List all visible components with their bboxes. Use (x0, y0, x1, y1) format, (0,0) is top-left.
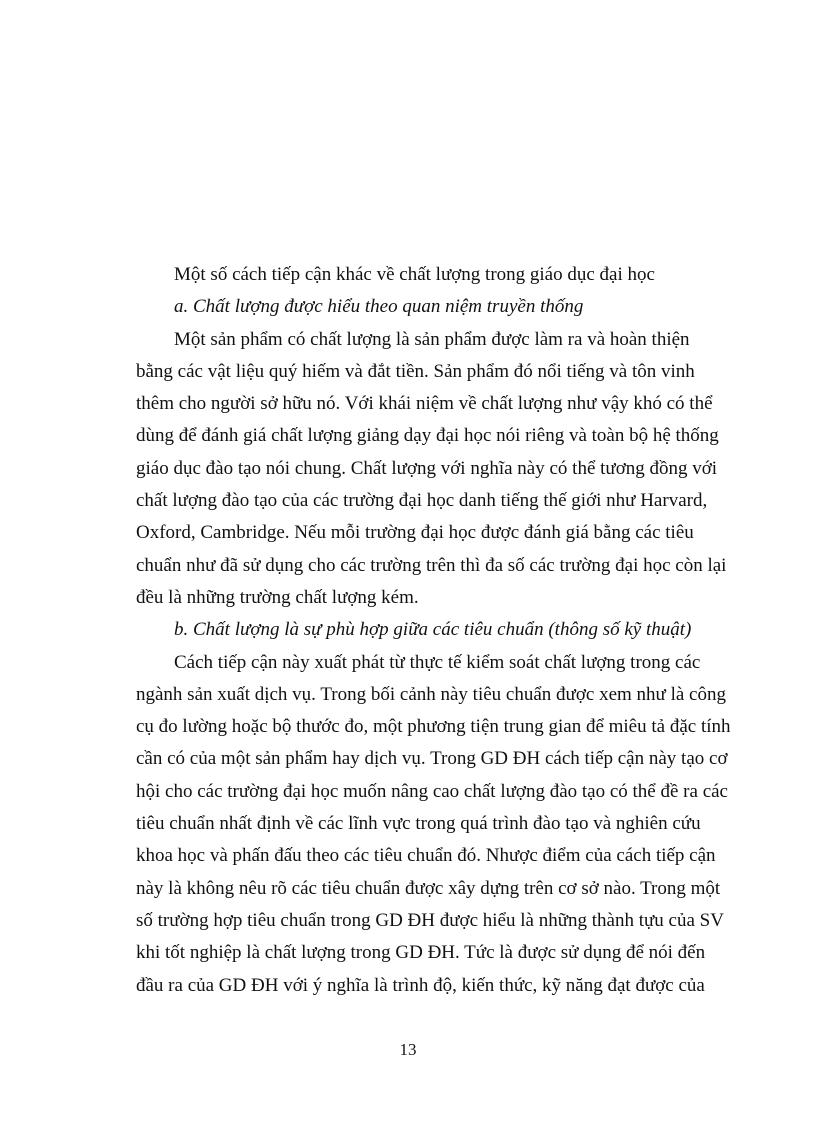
paragraph-line: số trường hợp tiêu chuẩn trong GD ĐH được hiểu là những thành tựu của SV (136, 909, 724, 931)
paragraph-line: khi tốt nghiệp là chất lượng trong GD ĐH. Tức là được sử dụng để nói đến (136, 942, 706, 964)
paragraph-line: Cách tiếp cận này xuất phát từ thực tế kiểm soát chất lượng trong các (174, 651, 701, 673)
paragraph-line: tiêu chuẩn nhất định về các lĩnh vực trong quá trình đào tạo và nghiên cứu (136, 813, 701, 835)
body-text (136, 259, 731, 1002)
paragraph-line: giáo dục đào tạo nói chung. Chất lượng với nghĩa này có thể tương đồng với (136, 457, 718, 479)
paragraph-line: hội cho các trường đại học muốn nâng cao chất lượng đào tạo có thể đề ra các (136, 780, 728, 802)
paragraph-line: đầu ra của GD ĐH với ý nghĩa là trình độ, kiến thức, kỹ năng đạt được của (136, 974, 705, 996)
paragraph-line: cần có của một sản phẩm hay dịch vụ. Trong GD ĐH cách tiếp cận này tạo cơ (136, 748, 728, 770)
paragraph-line: chuẩn như đã sử dụng cho các trường trên thì đa số các trường đại học còn lại (136, 554, 727, 576)
paragraph-line: này là không nêu rõ các tiêu chuẩn được xây dựng trên cơ sở nào. Trong một (136, 877, 721, 899)
paragraph-line: thêm cho người sở hữu nó. Với khái niệm về chất lượng như vậy khó có thể (136, 393, 713, 415)
paragraph-line: ngành sản xuất dịch vụ. Trong bối cảnh này tiêu chuẩn được xem như là công (136, 683, 726, 705)
section-heading: Một số cách tiếp cận khác về chất lượng trong giáo dục đại học (174, 264, 655, 285)
paragraph-line: Một sản phẩm có chất lượng là sản phẩm được làm ra và hoàn thiện (174, 328, 690, 350)
paragraph-line: khoa học và phấn đấu theo các tiêu chuẩn đó. Nhược điểm của cách tiếp cận (136, 845, 716, 867)
paragraph-line: dùng để đánh giá chất lượng giảng dạy đại học nói riêng và toàn bộ hệ thống (136, 425, 719, 447)
paragraph-line: Oxford, Cambridge. Nếu mỗi trường đại học được đánh giá bằng các tiêu (136, 522, 694, 544)
paragraph-line: đều là những trường chất lượng kém. (136, 586, 419, 608)
subsection-a-title: a. Chất lượng được hiểu theo quan niệm truyền thống (174, 296, 584, 318)
page-number: 13 (399, 1040, 417, 1059)
paragraph-line: bằng các vật liệu quý hiếm và đắt tiền. Sản phẩm đó nổi tiếng và tôn vinh (136, 360, 695, 382)
paragraph-line: cụ đo lường hoặc bộ thước đo, một phương tiện trung gian để miêu tả đặc tính (136, 716, 731, 738)
paragraph-line: chất lượng đào tạo của các trường đại học danh tiếng thế giới như Harvard, (136, 490, 708, 512)
subsection-b-title: b. Chất lượng là sự phù hợp giữa các tiêu chuẩn (thông số kỹ thuật) (174, 619, 692, 641)
